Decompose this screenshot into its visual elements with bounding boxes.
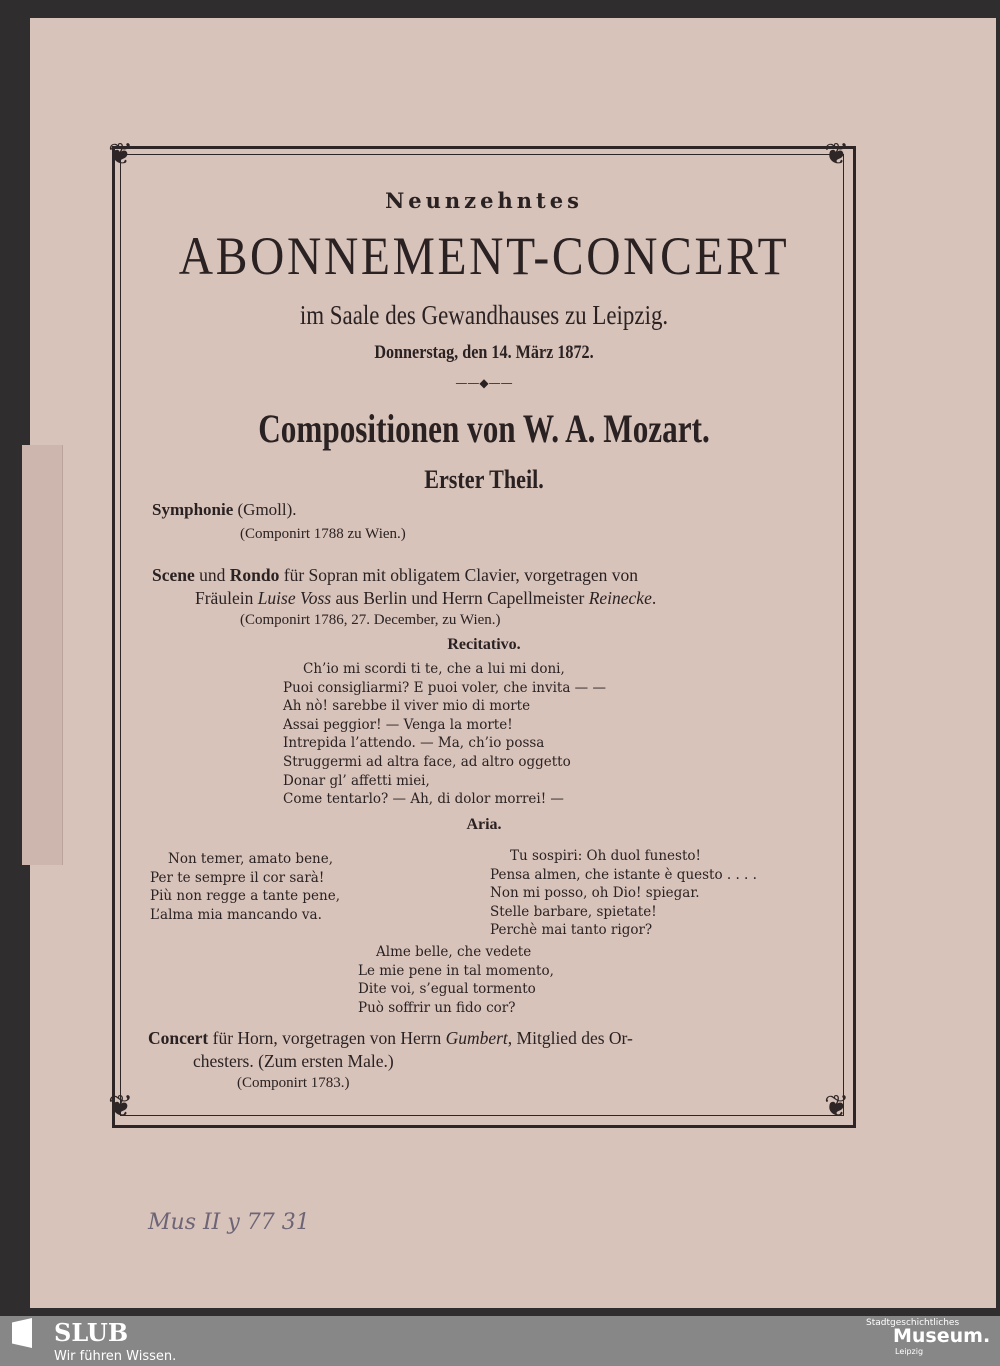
item-note: (Componirt 1788 zu Wien.) <box>240 526 406 542</box>
corner-ornament-icon: ❦ <box>824 137 850 172</box>
paper-flap <box>22 445 63 865</box>
aria-heading: Aria. <box>466 816 502 833</box>
composer-heading: Compositionen von W. A. Mozart. <box>258 406 710 451</box>
museum-logo: Museum. <box>893 1325 991 1347</box>
aria-center <box>358 943 554 1017</box>
verse-line: Più non regge a tante pene, <box>150 888 341 905</box>
verse-line: Ch’io mi scordi ti te, che a lui mi doni, <box>303 661 565 677</box>
verse-line: Puoi consigliarmi? E puoi voler, che invita — — <box>283 679 606 696</box>
verse-line: Assai peggior! — Venga la morte! <box>283 716 513 733</box>
player-name: Gumbert <box>445 1028 508 1048</box>
verse-line: Struggermi ad altra face, ad altro oggetto <box>283 753 571 770</box>
verse-line: L’alma mia mancando va. <box>150 906 322 923</box>
verse-line: Perchè mai tanto rigor? <box>490 922 653 939</box>
divider-ornament: ——◆—— <box>455 376 513 390</box>
aria-left <box>150 850 340 924</box>
item-scene-line2 <box>195 588 656 609</box>
singer-name: Luise Voss <box>257 588 332 608</box>
aria-right <box>490 847 757 940</box>
book-logo-icon <box>12 1318 32 1348</box>
item-concert-line2: chesters. (Zum ersten Male.) <box>193 1051 394 1071</box>
item-scene <box>152 565 638 586</box>
item-concert <box>148 1028 633 1049</box>
verse-line: Non temer, amato bene, <box>168 851 334 867</box>
item-text: . <box>651 588 657 608</box>
verse-line: Per te sempre il cor sarà! <box>150 869 325 886</box>
corner-ornament-icon: ❦ <box>108 1089 134 1124</box>
verse-line: Tu sospiri: Oh duol funesto! <box>510 848 701 864</box>
handwritten-shelfmark: Mus II y 77 31 <box>148 1210 310 1235</box>
verse-line: Come tentarlo? — Ah, di dolor morrei! — <box>283 791 564 808</box>
item-text: für Sopran mit obligatem Clavier, vorgetragen von <box>279 565 639 585</box>
corner-ornament-icon: ❦ <box>824 1089 850 1124</box>
part-heading: Erster Theil. <box>424 465 544 494</box>
verse-line: Dite voi, s’egual tormento <box>358 981 536 998</box>
item-title: Symphonie <box>152 500 234 519</box>
slub-tagline: Wir führen Wissen. <box>54 1349 177 1364</box>
verse-line: Alme belle, che vedete <box>376 944 532 960</box>
item-title: Concert <box>148 1028 209 1048</box>
item-text: Fräulein <box>195 588 258 608</box>
item-note: (Componirt 1783.) <box>237 1075 350 1091</box>
slub-logo: SLUB <box>54 1318 129 1347</box>
recitativo-heading: Recitativo. <box>447 636 521 653</box>
item-text: (Gmoll). <box>233 500 297 519</box>
item-title: Scene <box>152 565 195 585</box>
overline: Neunzehntes <box>385 188 583 213</box>
item-text: , Mitglied des Or- <box>507 1028 633 1048</box>
corner-ornament-icon: ❦ <box>108 137 134 172</box>
museum-city: Leipzig <box>895 1347 924 1356</box>
conductor-name: Reinecke <box>588 588 652 608</box>
verse-line: Non mi posso, oh Dio! spiegar. <box>490 885 700 902</box>
verse-line: Pensa almen, che istante è questo . . . . <box>490 866 757 883</box>
footer-bar <box>0 1316 1000 1366</box>
item-title: Rondo <box>229 565 280 585</box>
verse-line: Donar gl’ affetti miei, <box>283 772 430 789</box>
verse-line: Le mie pene in tal momento, <box>358 962 554 979</box>
item-text: aus Berlin und Herrn Capellmeister <box>331 588 589 608</box>
item-text: und <box>194 565 230 585</box>
verse-line: Intrepida l’attendo. — Ma, ch’io possa <box>283 735 545 752</box>
verse-line: Stelle barbare, spietate! <box>490 903 657 920</box>
page-title: ABONNEMENT-CONCERT <box>178 226 790 286</box>
museum-overline: Stadtgeschichtliches <box>866 1318 960 1328</box>
item-text: für Horn, vorgetragen von Herrn <box>208 1028 446 1048</box>
recitativo-text <box>283 660 606 809</box>
verse-line: Ah nò! sarebbe il viver mio di morte <box>283 698 531 715</box>
item-note: (Componirt 1786, 27. December, zu Wien.) <box>240 612 501 628</box>
item-symphonie <box>152 500 297 520</box>
venue: im Saale des Gewandhauses zu Leipzig. <box>299 300 669 330</box>
date: Donnerstag, den 14. März 1872. <box>374 342 594 363</box>
verse-line: Può soffrir un fido cor? <box>358 999 516 1016</box>
